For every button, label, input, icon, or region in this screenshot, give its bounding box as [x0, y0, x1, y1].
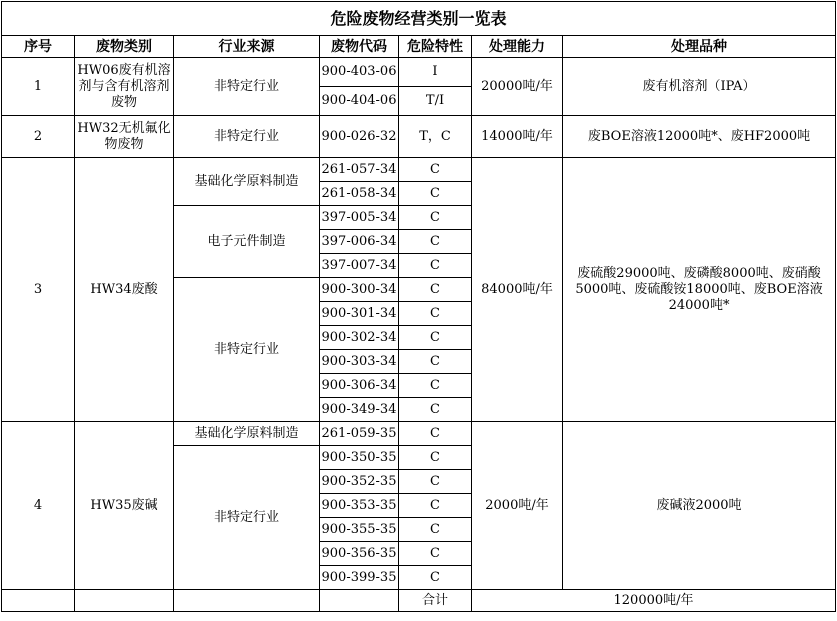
waste-code: 261-058-34 [320, 182, 399, 206]
header-industry: 行业来源 [174, 36, 320, 58]
waste-code: 900-353-35 [320, 494, 399, 518]
hazard-value: C [399, 518, 472, 542]
group-category: HW06废有机溶剂与含有机溶剂废物 [75, 58, 174, 116]
header-row [2, 36, 836, 58]
hazard-value: C [399, 230, 472, 254]
waste-code: 900-356-35 [320, 542, 399, 566]
waste-category-table [1, 1, 836, 612]
hazard-value: C [399, 182, 472, 206]
group-no: 1 [2, 58, 75, 116]
waste-code: 261-057-34 [320, 158, 399, 182]
group-varieties: 废BOE溶液12000吨*、废HF2000吨 [563, 116, 836, 158]
hazard-value: T/I [399, 87, 472, 116]
group-capacity: 14000吨/年 [472, 116, 563, 158]
waste-code: 900-306-34 [320, 374, 399, 398]
table-row [2, 158, 836, 182]
waste-code: 900-302-34 [320, 326, 399, 350]
hazard-value: C [399, 494, 472, 518]
header-hazard: 危险特性 [399, 36, 472, 58]
table-row [2, 422, 836, 446]
total-row [2, 590, 836, 612]
industry-name: 基础化学原料制造 [174, 158, 320, 206]
group-no: 4 [2, 422, 75, 590]
group-varieties: 废硫酸29000吨、废磷酸8000吨、废硝酸5000吨、废硫酸铵18000吨、废BOE溶液24000吨* [563, 158, 836, 422]
hazard-value: C [399, 326, 472, 350]
hazard-value: C [399, 470, 472, 494]
group-category: HW34废酸 [75, 158, 174, 422]
hazard-value: C [399, 350, 472, 374]
header-code: 废物代码 [320, 36, 399, 58]
hazard-value: C [399, 422, 472, 446]
total-empty-cell [174, 590, 320, 612]
waste-code: 900-355-35 [320, 518, 399, 542]
group-no: 3 [2, 158, 75, 422]
table-title: 危险废物经营类别一览表 [2, 2, 836, 36]
header-no: 序号 [2, 36, 75, 58]
waste-code: 261-059-35 [320, 422, 399, 446]
waste-code: 900-399-35 [320, 566, 399, 590]
hazard-value: C [399, 158, 472, 182]
hazard-value: C [399, 398, 472, 422]
group-category: HW35废碱 [75, 422, 174, 590]
waste-code: 900-026-32 [320, 116, 399, 158]
hazard-value: C [399, 278, 472, 302]
total-empty-cell [75, 590, 174, 612]
hazard-value: C [399, 446, 472, 470]
group-category: HW32无机氟化物废物 [75, 116, 174, 158]
group-capacity: 20000吨/年 [472, 58, 563, 116]
hazard-value: I [399, 58, 472, 87]
waste-code: 900-349-34 [320, 398, 399, 422]
table-row [2, 58, 836, 87]
waste-code: 900-352-35 [320, 470, 399, 494]
total-empty-cell [2, 590, 75, 612]
waste-code: 900-403-06 [320, 58, 399, 87]
hazard-value: C [399, 302, 472, 326]
waste-code: 900-404-06 [320, 87, 399, 116]
waste-code: 900-301-34 [320, 302, 399, 326]
waste-code: 397-007-34 [320, 254, 399, 278]
header-category: 废物类别 [75, 36, 174, 58]
hazard-value: C [399, 542, 472, 566]
waste-code: 900-303-34 [320, 350, 399, 374]
total-value: 120000吨/年 [472, 590, 836, 612]
waste-code: 397-005-34 [320, 206, 399, 230]
header-capacity: 处理能力 [472, 36, 563, 58]
industry-name: 非特定行业 [174, 278, 320, 422]
waste-code: 397-006-34 [320, 230, 399, 254]
group-no: 2 [2, 116, 75, 158]
hazard-value: T，C [399, 116, 472, 158]
industry-name: 电子元件制造 [174, 206, 320, 278]
industry-name: 非特定行业 [174, 116, 320, 158]
hazard-value: C [399, 374, 472, 398]
hazard-value: C [399, 206, 472, 230]
group-capacity: 84000吨/年 [472, 158, 563, 422]
group-varieties: 废碱液2000吨 [563, 422, 836, 590]
title-row [2, 2, 836, 36]
hazard-value: C [399, 566, 472, 590]
waste-code: 900-350-35 [320, 446, 399, 470]
group-varieties: 废有机溶剂（IPA） [563, 58, 836, 116]
total-empty-cell [320, 590, 399, 612]
waste-code: 900-300-34 [320, 278, 399, 302]
industry-name: 非特定行业 [174, 58, 320, 116]
table-row [2, 116, 836, 158]
group-capacity: 2000吨/年 [472, 422, 563, 590]
industry-name: 基础化学原料制造 [174, 422, 320, 446]
header-varieties: 处理品种 [563, 36, 836, 58]
industry-name: 非特定行业 [174, 446, 320, 590]
total-label: 合计 [399, 590, 472, 612]
hazard-value: C [399, 254, 472, 278]
